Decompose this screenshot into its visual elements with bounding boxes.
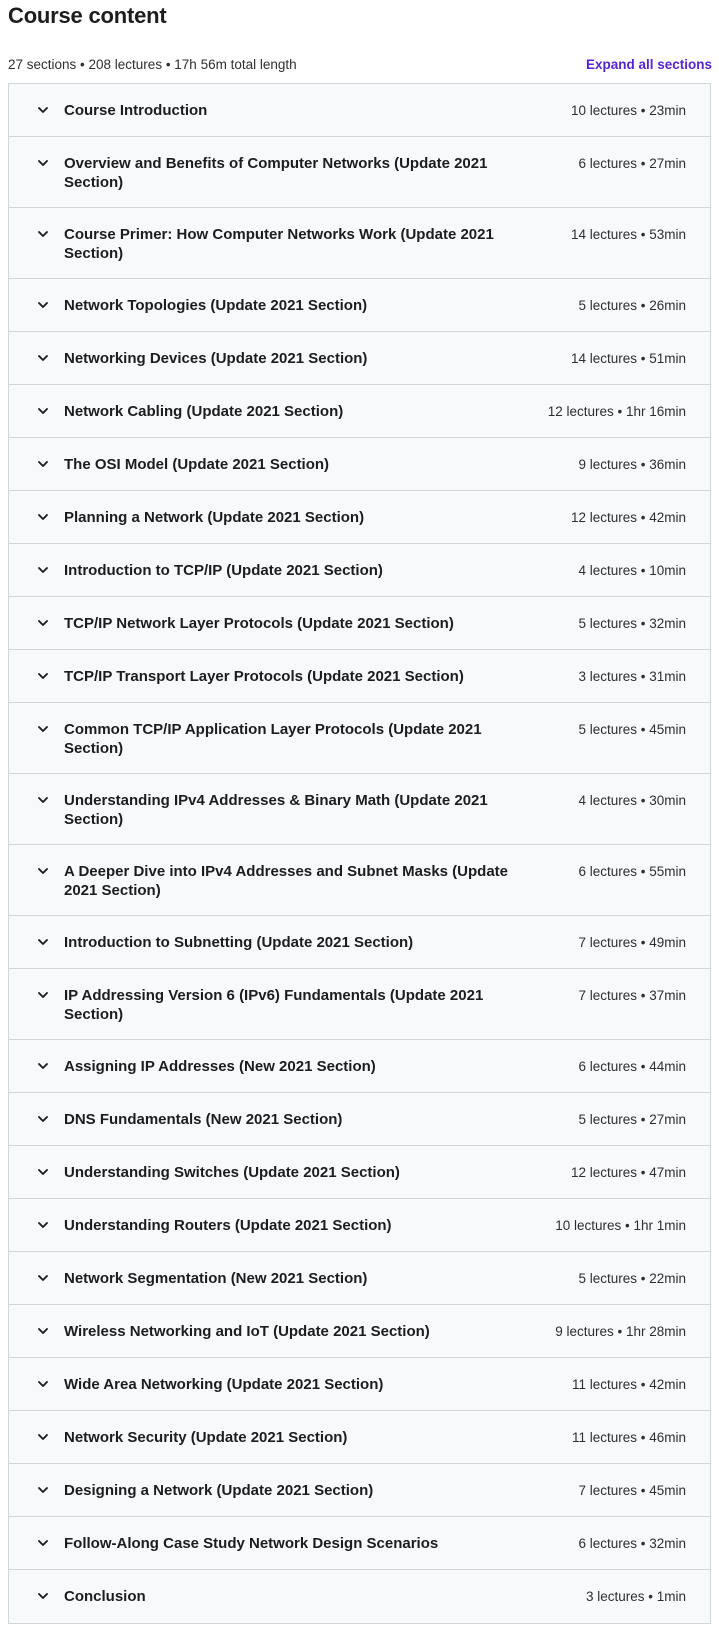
section-title: Wide Area Networking (Update 2021 Section) xyxy=(64,1376,384,1393)
section-lecture-count: 3 lectures • 31min xyxy=(578,669,686,684)
chevron-down-icon xyxy=(9,1269,64,1287)
section-lecture-count: 9 lectures • 1hr 28min xyxy=(555,1324,686,1339)
section-lecture-count: 6 lectures • 32min xyxy=(578,1536,686,1551)
page-title: Course content xyxy=(8,3,167,28)
course-section[interactable] xyxy=(9,650,710,703)
section-title: Overview and Benefits of Computer Networks (Update 2021 Section) xyxy=(64,155,488,191)
section-lecture-count: 7 lectures • 49min xyxy=(578,935,686,950)
chevron-down-icon xyxy=(9,720,64,738)
chevron-down-icon xyxy=(9,349,64,367)
course-section[interactable] xyxy=(9,279,710,332)
section-title: Common TCP/IP Application Layer Protocols (Update 2021 Section) xyxy=(64,721,482,757)
section-lecture-count: 11 lectures • 42min xyxy=(571,1377,686,1392)
course-section[interactable] xyxy=(9,916,710,969)
section-title: Understanding Routers (Update 2021 Section) xyxy=(64,1217,392,1234)
chevron-down-icon xyxy=(9,933,64,951)
chevron-down-icon xyxy=(9,1375,64,1393)
course-section[interactable] xyxy=(9,491,710,544)
course-section[interactable] xyxy=(9,969,710,1040)
section-title: Course Primer: How Computer Networks Work (Update 2021 Section) xyxy=(64,226,494,262)
course-summary-bar xyxy=(8,52,711,76)
section-lecture-count: 6 lectures • 55min xyxy=(578,864,686,879)
chevron-down-icon xyxy=(9,1216,64,1234)
course-section[interactable] xyxy=(9,385,710,438)
section-title: TCP/IP Network Layer Protocols (Update 2021 Section) xyxy=(64,615,454,632)
chevron-down-icon xyxy=(9,561,64,579)
course-section[interactable] xyxy=(9,774,710,845)
section-title: Course Introduction xyxy=(64,102,208,119)
chevron-down-icon xyxy=(9,1481,64,1499)
section-lecture-count: 12 lectures • 47min xyxy=(570,1165,686,1180)
chevron-down-icon xyxy=(9,1163,64,1181)
section-lecture-count: 7 lectures • 37min xyxy=(578,988,686,1003)
chevron-down-icon xyxy=(9,1428,64,1446)
course-section[interactable] xyxy=(9,703,710,774)
chevron-down-icon xyxy=(9,1110,64,1128)
section-title: TCP/IP Transport Layer Protocols (Update 2021 Section) xyxy=(64,668,464,685)
section-lecture-count: 4 lectures • 30min xyxy=(578,793,686,808)
section-lecture-count: 10 lectures • 23min xyxy=(570,103,686,118)
section-title: Networking Devices (Update 2021 Section) xyxy=(64,350,368,367)
course-section[interactable] xyxy=(9,1040,710,1093)
chevron-down-icon xyxy=(9,101,64,119)
section-title: Understanding IPv4 Addresses & Binary Math (Update 2021 Section) xyxy=(64,792,488,828)
course-section[interactable] xyxy=(9,1093,710,1146)
course-section[interactable] xyxy=(9,1411,710,1464)
section-lecture-count: 6 lectures • 44min xyxy=(578,1059,686,1074)
section-lecture-count: 10 lectures • 1hr 1min xyxy=(555,1218,686,1233)
course-section[interactable] xyxy=(9,1305,710,1358)
section-lecture-count: 12 lectures • 42min xyxy=(570,510,686,525)
chevron-down-icon xyxy=(9,1534,64,1552)
section-title: Conclusion xyxy=(64,1588,146,1605)
chevron-down-icon xyxy=(9,667,64,685)
course-summary: 27 sections • 208 lectures • 17h 56m total length xyxy=(8,56,297,72)
section-title: A Deeper Dive into IPv4 Addresses and Subnet Masks (Update 2021 Section) xyxy=(64,863,509,899)
section-title: Planning a Network (Update 2021 Section) xyxy=(64,509,365,526)
course-section[interactable] xyxy=(9,1358,710,1411)
section-title: Wireless Networking and IoT (Update 2021 Section) xyxy=(64,1323,430,1340)
section-title: DNS Fundamentals (New 2021 Section) xyxy=(64,1111,343,1128)
section-lecture-count: 4 lectures • 10min xyxy=(578,563,686,578)
section-title: Introduction to TCP/IP (Update 2021 Section) xyxy=(64,562,383,579)
section-title: The OSI Model (Update 2021 Section) xyxy=(64,456,330,473)
chevron-down-icon xyxy=(9,402,64,420)
course-section[interactable] xyxy=(9,84,710,137)
section-lecture-count: 5 lectures • 45min xyxy=(578,722,686,737)
section-lecture-count: 3 lectures • 1min xyxy=(585,1589,686,1604)
section-lecture-count: 12 lectures • 1hr 16min xyxy=(547,404,686,419)
section-lecture-count: 14 lectures • 53min xyxy=(570,227,686,242)
chevron-down-icon xyxy=(9,154,64,172)
course-section[interactable] xyxy=(9,1199,710,1252)
course-section[interactable] xyxy=(9,1252,710,1305)
section-title: Follow-Along Case Study Network Design Scenarios xyxy=(64,1535,439,1552)
section-title: Network Segmentation (New 2021 Section) xyxy=(64,1270,368,1287)
chevron-down-icon xyxy=(9,614,64,632)
section-lecture-count: 11 lectures • 46min xyxy=(571,1430,686,1445)
section-lecture-count: 5 lectures • 26min xyxy=(578,298,686,313)
section-lecture-count: 5 lectures • 27min xyxy=(578,1112,686,1127)
chevron-down-icon xyxy=(9,508,64,526)
section-title: Introduction to Subnetting (Update 2021 Section) xyxy=(64,934,414,951)
course-section[interactable] xyxy=(9,1464,710,1517)
section-title: Assigning IP Addresses (New 2021 Section) xyxy=(64,1058,376,1075)
section-title: Network Cabling (Update 2021 Section) xyxy=(64,403,344,420)
course-section[interactable] xyxy=(9,438,710,491)
chevron-down-icon xyxy=(9,986,64,1004)
course-section[interactable] xyxy=(9,597,710,650)
course-section[interactable] xyxy=(9,208,710,279)
chevron-down-icon xyxy=(9,296,64,314)
section-lecture-count: 5 lectures • 32min xyxy=(578,616,686,631)
chevron-down-icon xyxy=(9,1322,64,1340)
chevron-down-icon xyxy=(9,225,64,243)
section-title: Designing a Network (Update 2021 Section) xyxy=(64,1482,374,1499)
chevron-down-icon xyxy=(9,455,64,473)
chevron-down-icon xyxy=(9,1057,64,1075)
section-lecture-count: 5 lectures • 22min xyxy=(578,1271,686,1286)
course-section[interactable] xyxy=(9,137,710,208)
course-section[interactable] xyxy=(9,845,710,916)
section-lecture-count: 7 lectures • 45min xyxy=(578,1483,686,1498)
course-section[interactable] xyxy=(9,1517,710,1570)
course-section[interactable] xyxy=(9,332,710,385)
course-section[interactable] xyxy=(9,1570,710,1623)
sections-accordion xyxy=(8,83,711,1624)
section-title: Network Security (Update 2021 Section) xyxy=(64,1429,348,1446)
section-title: IP Addressing Version 6 (IPv6) Fundamentals (Update 2021 Section) xyxy=(64,987,484,1023)
section-title: Understanding Switches (Update 2021 Section) xyxy=(64,1164,400,1181)
section-title: Network Topologies (Update 2021 Section) xyxy=(64,297,368,314)
section-lecture-count: 6 lectures • 27min xyxy=(578,156,686,171)
chevron-down-icon xyxy=(9,862,64,880)
section-lecture-count: 9 lectures • 36min xyxy=(578,457,686,472)
expand-all-sections-button[interactable]: Expand all sections xyxy=(585,56,712,72)
course-section[interactable] xyxy=(9,544,710,597)
course-section[interactable] xyxy=(9,1146,710,1199)
chevron-down-icon xyxy=(9,791,64,809)
section-lecture-count: 14 lectures • 51min xyxy=(570,351,686,366)
chevron-down-icon xyxy=(9,1587,64,1605)
